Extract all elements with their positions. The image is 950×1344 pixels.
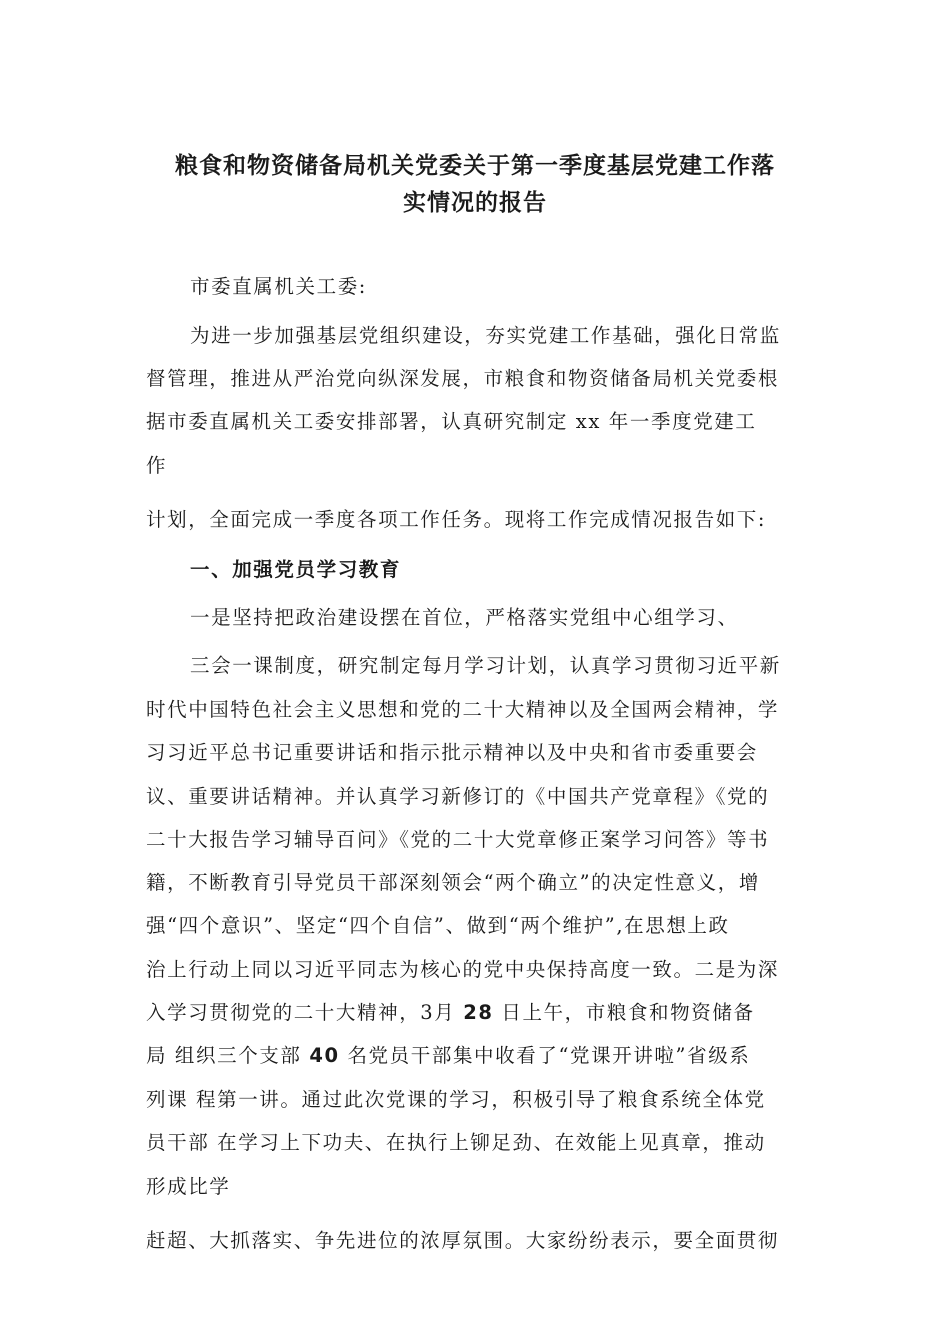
paragraph-line: 籍，不断教育引导党员干部深刻领会“两个确立”的决定性意义，增 <box>146 871 760 894</box>
paragraph-line: 时代中国特色社会主义思想和党的二十大精神以及全国两会精神，学 <box>146 698 780 721</box>
paragraph-line: 习习近平总书记重要讲话和指示批示精神以及中央和省市委重要会 <box>146 741 758 764</box>
line-text: 局 组织三个支部 <box>146 1044 310 1067</box>
paragraph-line: 计划，全面完成一季度各项工作任务。现将工作完成情况报告如下: <box>146 508 767 531</box>
document-title-line-1: 粮食和物资储备局机关党委关于第一季度基层党建工作落 <box>175 153 775 179</box>
paragraph-line: 员干部 在学习上下功夫、在执行上铆足劲、在效能上见真章，推动 <box>146 1131 766 1154</box>
paragraph-line: 赶超、大抓落实、争先进位的浓厚氛围。大家纷纷表示，要全面贯彻 <box>146 1229 780 1252</box>
member-count-number: 40 <box>309 1044 340 1067</box>
line-text: 名党员干部集中收看了“党课开讲啦”省级系 <box>339 1044 751 1067</box>
paragraph-line <box>146 1041 750 1071</box>
paragraph-line: 议、重要讲话精神。并认真学习新修订的《中国共产党章程》《党的 <box>146 785 770 808</box>
salutation: 市委直属机关工委: <box>190 275 367 298</box>
paragraph-line: 形成比学 <box>146 1175 231 1198</box>
date-day-number: 28 <box>463 1001 494 1024</box>
paragraph-line: 三会一课制度，研究制定每月学习计划，认真学习贯彻习近平新 <box>190 654 781 677</box>
section-heading: 一、加强党员学习教育 <box>190 558 402 581</box>
paragraph-line: 一是坚持把政治建设摆在首位，严格落实党组中心组学习、 <box>190 606 739 629</box>
line-text: 日上午，市粮食和物资储备 <box>493 1001 755 1024</box>
paragraph-line: 列课 程第一讲。通过此次党课的学习，积极引导了粮食系统全体党 <box>146 1088 766 1111</box>
document-title-line-2: 实情况的报告 <box>403 190 547 216</box>
paragraph-line: 治上行动上同以习近平同志为核心的党中央保持高度一致。二是为深 <box>146 958 780 981</box>
paragraph-line: 为进一步加强基层党组织建设，夯实党建工作基础，强化日常监 <box>190 324 781 347</box>
paragraph-line: 作 <box>146 454 168 477</box>
paragraph-line: 据市委直属机关工委安排部署，认真研究制定 xx 年一季度党建工 <box>146 410 757 433</box>
paragraph-line <box>146 998 755 1028</box>
line-text: 入学习贯彻党的二十大精神，3月 <box>146 1001 464 1024</box>
paragraph-line: 强“四个意识”、坚定“四个自信”、做到“两个维护”,在思想上政 <box>146 914 730 937</box>
paragraph-line: 二十大报告学习辅导百问》《党的二十大党章修正案学习问答》等书 <box>146 828 770 851</box>
paragraph-line: 督管理，推进从严治党向纵深发展，市粮食和物资储备局机关党委根 <box>146 367 780 390</box>
